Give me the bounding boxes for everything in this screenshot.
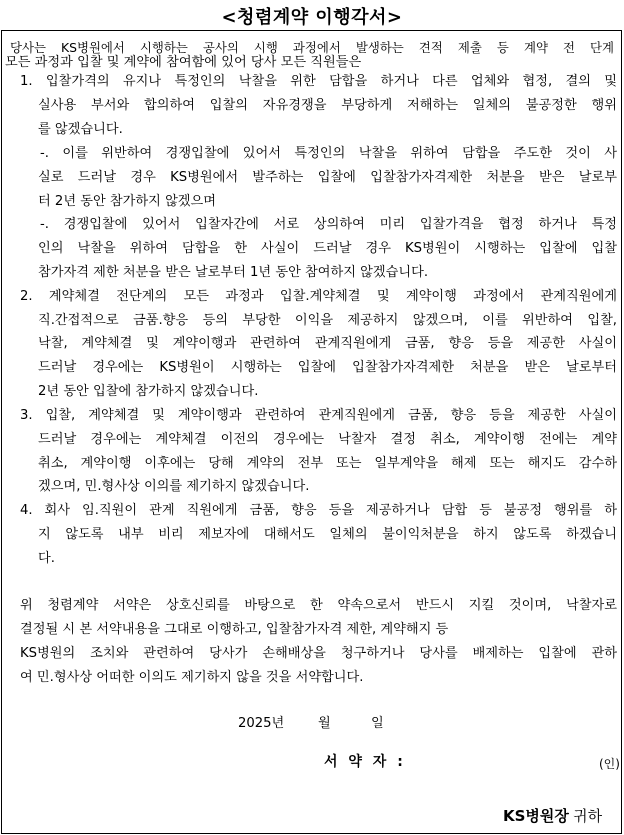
addressee [503,808,602,826]
item4-line-1: 4. 회사 임.직원이 관계 직원에게 금품, 향응 등을 제공하거나 담합 등 불공정 행위를 하 [20,503,617,518]
seal-mark: (인) [599,757,620,771]
date-day: 일 [371,716,384,731]
signatory-label: 서 약 자 : [324,754,406,770]
item3-line-4: 겠으며, 민.형사상 이의를 제기하지 않겠습니다. [38,479,310,494]
item2-line-1: 2. 계약체결 전단계의 모든 과정과 입찰.계약체결 및 계약이행 과정에서 관계직원에게 [20,289,617,304]
item2-line-5: 2년 동안 입찰에 참가하지 않겠습니다. [38,384,259,399]
item4-line-3: 다. [38,551,55,566]
item1-sub1-line-2: 실로 드러날 경우 KS병원에서 발주하는 입찰에 입찰참가자격제한 처분을 받은 날로부 [38,170,617,185]
closing-line-3: KS병원의 조치와 관련하여 당사가 손해배상을 청구하거나 당사를 배제하는 입찰에 관하 [20,646,617,661]
closing-line-1: 위 청렴계약 서약은 상호신뢰를 바탕으로 한 약속으로서 반드시 지킬 것이며, 낙찰자로 [20,598,617,613]
closing-line-2: 결정될 시 본 서약내용을 그대로 이행하고, 입찰참가자격 제한, 계약해지 등 [20,622,449,637]
item1-line-1: 1. 입찰가격의 유지나 특정인의 낙찰을 위한 담합을 하거나 다른 업체와 협정, 결의 및 [20,74,617,89]
item1-line-3: 를 않겠습니다. [38,122,123,137]
item3-line-2: 드러날 경우에는 계약체결 이전의 경우에는 낙찰자 결정 취소, 계약이행 전에는 계약 [38,432,617,447]
intro-line-2: 모든 과정과 입찰 및 계약에 참여함에 있어 당사 모든 직원들은 [5,55,362,70]
document-title: <청렴계약 이행각서> [221,7,403,28]
item1-sub1-line-3: 터 2년 동안 참가하지 않겠으며 [38,194,217,209]
item2-line-3: 낙찰, 계약체결 및 계약이행과 관련하여 관계직원에게 금품, 향응 등을 제공한 사실이 [38,336,617,351]
item1-sub2-line-1: -. 경쟁입찰에 있어서 입찰자간에 서로 상의하여 미리 입찰가격을 협정 하거나 특정 [40,217,617,232]
addressee-suffix: 귀하 [573,807,603,825]
item3-line-3: 취소, 계약이행 이후에는 당해 계약의 전부 또는 일부계약을 해제 또는 해지도 감수하 [38,456,617,471]
date-month: 월 [318,716,331,731]
closing-line-4: 여 민.형사상 어떠한 이의도 제기하지 않을 것을 서약합니다. [20,670,364,685]
item1-line-2: 실사용 부서와 합의하여 입찰의 자유경쟁을 부당하게 저해하는 일체의 불공정한 행위 [38,98,617,113]
item1-sub1-line-1: -. 이를 위반하여 경쟁입찰에 있어서 특정인의 낙찰을 위하여 담합을 주도한 것이 사 [40,146,617,161]
date-year: 2025년 [238,716,285,731]
item2-line-4: 드러날 경우에는 KS병원이 시행하는 입찰에 입찰참가자격제한 처분을 받은 날로부터 [38,360,617,375]
item3-line-1: 3. 입찰, 계약체결 및 계약이행과 관련하여 관계직원에게 금품, 향응 등을 제공한 사실이 [20,408,617,423]
item2-line-2: 직.간접적으로 금품.향응 등의 부당한 이익을 제공하지 않겠으며, 이를 위반하여 입찰, [38,313,617,328]
item4-line-2: 지 않도록 내부 비리 제보자에 대해서도 일체의 불이익처분을 하지 않도록 하겠습니 [38,527,617,542]
item1-sub2-line-2: 인의 낙찰을 위하여 담합을 한 사실이 드러날 경우 KS병원이 시행하는 입찰에 입찰 [38,241,617,256]
item1-sub2-line-3: 참가자격 제한 처분을 받은 날로부터 1년 동안 참여하지 않겠습니다. [38,265,429,280]
addressee-org: KS병원장 [503,807,569,825]
intro-line-1: 당사는 KS병원에서 시행하는 공사의 시행 과정에서 발생하는 견적 제출 등 계약 전 단계 [10,40,614,55]
